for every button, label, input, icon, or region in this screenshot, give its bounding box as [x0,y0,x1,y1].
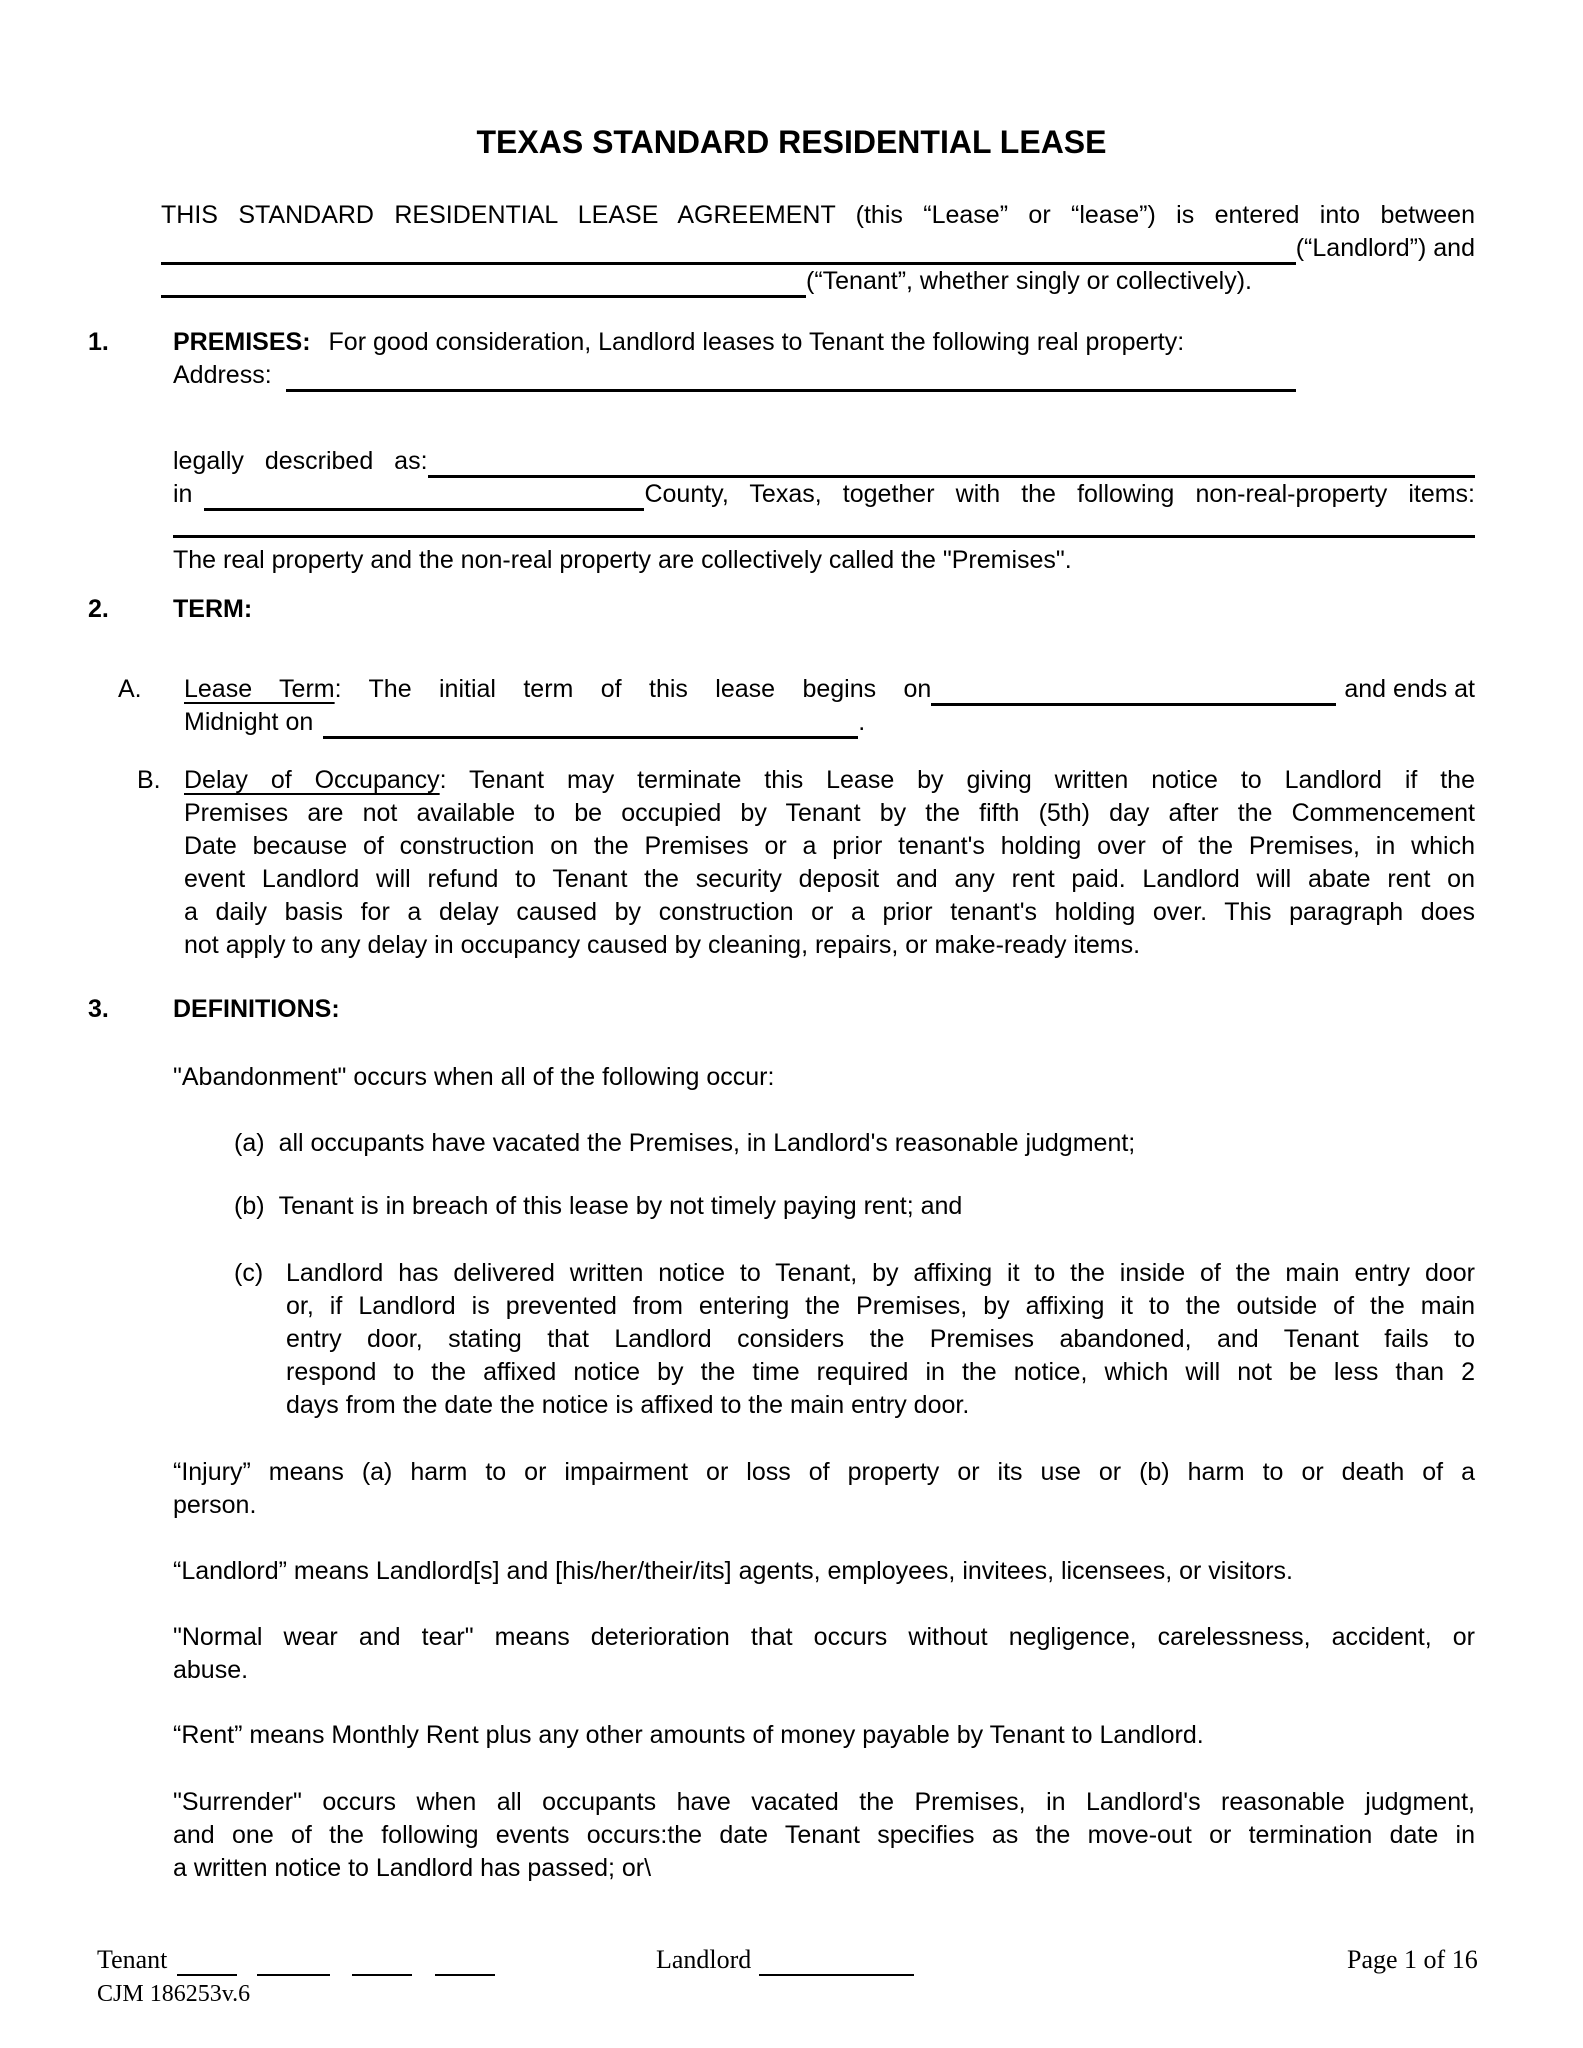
delay-line-4: event Landlord will refund to Tenant the security deposit and any rent paid. Landlord will abate rent on [184,865,1475,893]
term-b-paragraph [184,764,1475,962]
midnight-line-period: . [858,708,866,736]
section-3-heading: DEFINITIONS: [173,995,340,1023]
premises-lead: For good consideration, Landlord leases to Tenant the following real property: [328,328,1185,356]
abandonment-lead: "Abandonment" occurs when all of the following occur: [173,1063,775,1091]
delay-line-2: Premises are not available to be occupied by Tenant by the fifth (5th) day after the Commencement [184,799,1475,827]
injury-definition [173,1456,1475,1522]
intro-paragraph [161,199,1475,298]
section-3-number: 3. [88,995,109,1023]
tenant-name-field[interactable] [161,287,806,298]
item-c-line-1: Landlord has delivered written notice to Tenant, by affixing it to the inside of the main entry door [286,1259,1475,1287]
rent-definition: “Rent” means Monthly Rent plus any other amounts of money payable by Tenant to Landlord. [173,1721,1204,1749]
term-a-paragraph [184,673,1475,739]
premises-legal-block [173,445,1475,511]
lease-term-line1 [184,673,931,706]
intro-line-1: THIS STANDARD RESIDENTIAL LEASE AGREEMENT (this “Lease” or “lease”) is entered into between [161,201,1475,229]
footer-landlord-label: Landlord [656,1945,752,1974]
footer-tenant-initials [97,1943,495,1976]
address-label: Address: [173,361,272,389]
term-b-marker: B. [137,766,161,794]
county-in-label: in [173,480,193,508]
landlord-definition: “Landlord” means Landlord[s] and [his/her/their/its] agents, employees, invitees, licensees, or visitors. [173,1557,1293,1585]
legal-description-label: legally described as: [173,447,428,475]
lease-start-date-field[interactable] [931,695,1336,706]
delay-line1-rest: : Tenant may terminate this Lease by giving written notice to Landlord if the [439,766,1475,794]
delay-line-3: Date because of construction on the Premises or a prior tenant's holding over of the Premises, in which [184,832,1475,860]
tenant-initial-field-1[interactable] [177,1966,237,1976]
page-title: TEXAS STANDARD RESIDENTIAL LEASE [476,124,1107,160]
delay-line-5: a daily basis for a delay caused by construction or a prior tenant's holding over. This paragraph does [184,898,1475,926]
item-c-marker: (c) [234,1259,264,1287]
footer-page-number: Page 1 of 16 [1347,1945,1478,1974]
landlord-initial-field[interactable] [759,1966,914,1976]
injury-line-1: “Injury” means (a) harm to or impairment or loss of property or its use or (b) harm to or death of a [173,1458,1475,1486]
item-c-line-2: or, if Landlord is prevented from entering the Premises, by affixing it to the outside of the main [286,1292,1475,1320]
intro-landlord-suffix: (“Landlord”) and [1295,234,1475,262]
footer-landlord-initials [656,1943,914,1976]
premises-closing: The real property and the non-real property are collectively called the "Premises". [173,546,1072,574]
section-premises [173,326,1475,392]
county-line-text: County, Texas, together with the following non-real-property items: [644,480,1475,508]
section-2-heading: TERM: [173,595,253,623]
item-b-text: Tenant is in breach of this lease by not timely paying rent; and [278,1192,963,1220]
definition-item-c [286,1257,1475,1422]
non-real-property-line [173,505,1475,538]
item-c-line-5: days from the date the notice is affixed to the main entry door. [286,1391,970,1419]
lease-term-after-label: : The initial term of this lease begins on [334,675,932,703]
item-b-marker: (b) [234,1192,265,1220]
section-1-number: 1. [88,328,109,356]
surrender-line-1: "Surrender" occurs when all occupants have vacated the Premises, in Landlord's reasonable judgment, [173,1788,1475,1816]
lease-end-date-field[interactable] [323,728,858,739]
delay-line-1 [184,764,1475,797]
intro-tenant-suffix: (“Tenant”, whether singly or collectively). [806,267,1252,295]
non-real-property-field[interactable] [173,505,1475,538]
item-c-line-4: respond to the affixed notice by the time required in the notice, which will not be less than 2 [286,1358,1475,1386]
surrender-definition [173,1786,1475,1885]
definition-item-b [234,1190,962,1223]
legal-description-field[interactable] [428,467,1475,478]
definition-item-a [234,1127,1135,1160]
delay-line-6: not apply to any delay in occupancy caused by cleaning, repairs, or make-ready items. [184,931,1141,959]
surrender-line-3: a written notice to Landlord has passed; or\ [173,1854,652,1882]
tenant-initial-field-2[interactable] [257,1966,330,1976]
wear-definition [173,1621,1475,1687]
item-a-marker: (a) [234,1129,265,1157]
item-c-line-3: entry door, stating that Landlord considers the Premises abandoned, and Tenant fails to [286,1325,1475,1353]
section-2-number: 2. [88,595,109,623]
address-field[interactable] [286,381,1296,392]
term-a-marker: A. [118,675,142,703]
footer-tenant-label: Tenant [97,1945,168,1974]
midnight-on-label: Midnight on [184,708,314,736]
delay-label: Delay of Occupancy [184,766,440,794]
landlord-name-field[interactable] [161,254,1296,265]
lease-term-after-blank: and ends at [1344,675,1475,703]
surrender-line-2: and one of the following events occurs:the date Tenant specifies as the move-out or termination date in [173,1821,1475,1849]
item-a-text: all occupants have vacated the Premises, in Landlord's reasonable judgment; [278,1129,1136,1157]
footer-doc-id: CJM 186253v.6 [97,1981,251,2007]
injury-line-2: person. [173,1491,257,1519]
tenant-initial-field-3[interactable] [352,1966,412,1976]
wear-line-1: "Normal wear and tear" means deterioration that occurs without negligence, carelessness, accident, or [173,1623,1475,1651]
lease-term-label: Lease Term [184,675,335,703]
tenant-initial-field-4[interactable] [435,1966,495,1976]
section-1-heading: PREMISES: [173,328,311,356]
wear-line-2: abuse. [173,1656,249,1684]
